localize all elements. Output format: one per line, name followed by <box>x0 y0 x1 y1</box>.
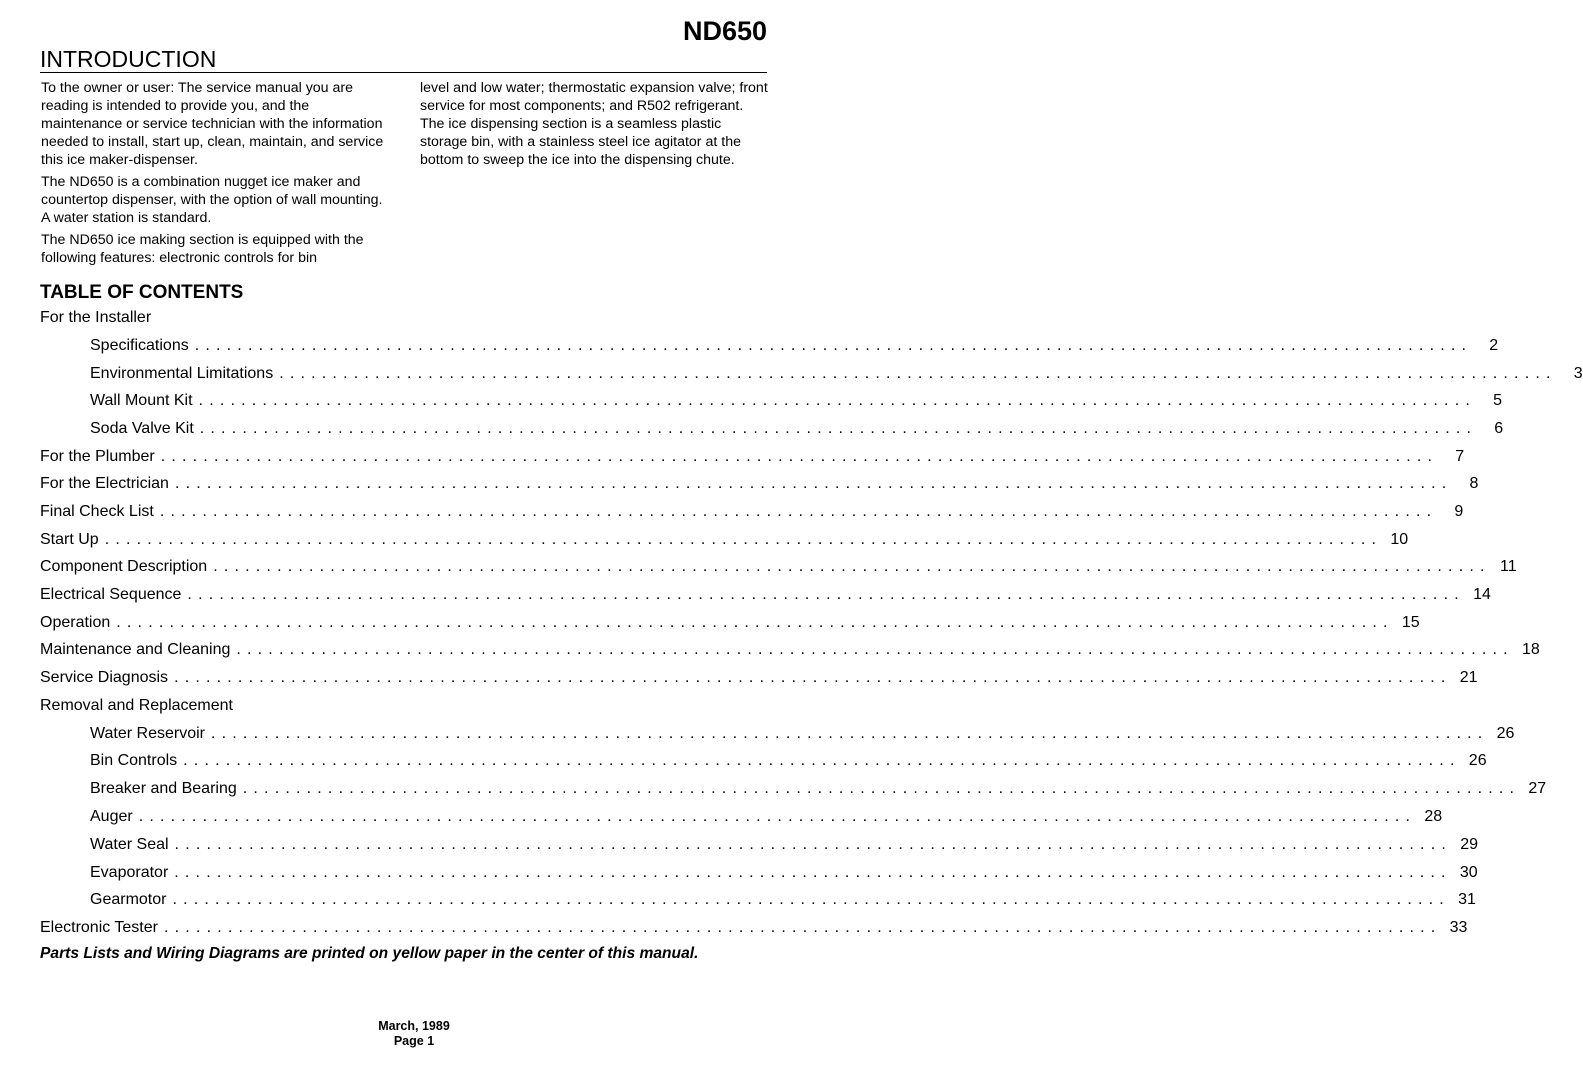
toc-leader-dots: ........................................................................................................................ <box>172 891 1450 908</box>
toc-entry-page: 31 <box>1458 891 1476 908</box>
toc-entry-label: Evaporator <box>90 864 174 882</box>
toc-entry <box>90 836 1478 856</box>
intro-paragraph: To the owner or user: The service manual you are reading is intended to provide you, and the maintenance or service technician with the information needed to install, start up, clean, maintain, and service this ice maker-dispenser. <box>41 80 384 168</box>
toc-group-removal: Removal and Replacement <box>40 697 233 714</box>
toc-entry <box>90 808 1443 828</box>
intro-columns <box>41 79 768 271</box>
toc-entry-label: Electronic Tester <box>40 919 164 937</box>
toc-entry-label: Electrical Sequence <box>40 586 187 604</box>
toc-entry-label: Operation <box>40 614 116 632</box>
toc-entry <box>90 337 1499 357</box>
toc-entry-page: 5 <box>1493 392 1502 409</box>
toc-entry-label: Component Description <box>40 558 213 576</box>
toc-leader-dots: ........................................................................................................................ <box>174 864 1452 881</box>
toc-entry-page: 18 <box>1522 641 1540 658</box>
footer-date: March, 1989 <box>378 1019 450 1033</box>
toc-entry <box>90 752 1487 772</box>
toc-entry-label: Bin Controls <box>90 752 183 770</box>
toc-leader-dots: ........................................................................................................................ <box>160 448 1439 465</box>
toc-entry <box>90 725 1515 745</box>
toc-entry-page: 28 <box>1424 808 1443 825</box>
toc-entry-label: Water Seal <box>90 836 175 854</box>
toc-leader-dots: ........................................................................................................................ <box>104 531 1383 548</box>
toc-leader-dots: ........................................................................................................................ <box>279 365 1557 382</box>
toc-leader-dots: ........................................................................................................................ <box>183 752 1461 769</box>
intro-paragraph: The ND650 ice making section is equipped with the following features: electronic controls for bin <box>41 232 364 266</box>
toc-entry-page: 6 <box>1494 420 1504 437</box>
toc-leader-dots: ........................................................................................................................ <box>242 780 1521 797</box>
toc-entry <box>40 586 1491 606</box>
toc-entry <box>90 392 1502 412</box>
intro-right-column <box>420 79 768 271</box>
toc-entry <box>40 669 1478 689</box>
toc-leader-dots: ........................................................................................................................ <box>213 558 1491 575</box>
toc-entry-page: 3 <box>1573 365 1583 382</box>
toc-entry <box>90 891 1476 911</box>
section-title: INTRODUCTION <box>40 46 217 72</box>
toc-entry <box>40 531 1409 551</box>
toc-entry-label: Water Reservoir <box>90 725 211 743</box>
toc-entry <box>90 780 1547 800</box>
toc-entry-label: Auger <box>90 808 139 826</box>
toc-entry-page: 10 <box>1390 531 1409 548</box>
toc-entry-label: Service Diagnosis <box>40 669 174 687</box>
toc-entry <box>40 448 1465 468</box>
toc-entry-page: 30 <box>1459 864 1478 881</box>
toc-leader-dots: ........................................................................................................................ <box>174 669 1452 686</box>
toc-leader-dots: ........................................................................................................................ <box>174 836 1452 853</box>
toc-entry <box>40 475 1479 495</box>
page-footer <box>0 1019 808 1049</box>
toc-entry-label: For the Electrician <box>40 475 175 493</box>
toc-entry-label: Gearmotor <box>90 891 172 909</box>
toc-entry-page: 8 <box>1469 475 1479 492</box>
toc-entry <box>40 503 1464 523</box>
toc-leader-dots: ........................................................................................................................ <box>194 337 1473 354</box>
toc-entry-label: Start Up <box>40 531 105 549</box>
toc-entry <box>40 919 1468 939</box>
parts-note: Parts Lists and Wiring Diagrams are printed on yellow paper in the center of this manual. <box>40 945 699 962</box>
toc-entry-page: 26 <box>1468 752 1487 769</box>
toc-entry <box>40 641 1540 661</box>
toc-entry-label: Soda Valve Kit <box>90 420 200 438</box>
toc-entry-label: Environmental Limitations <box>90 365 279 383</box>
toc-leader-dots: ........................................................................................................................ <box>199 420 1478 437</box>
toc-entry <box>90 420 1504 440</box>
toc-entry-page: 29 <box>1460 836 1478 853</box>
toc-entry-label: Wall Mount Kit <box>90 392 199 410</box>
toc-entry-page: 26 <box>1496 725 1515 742</box>
toc-leader-dots: ........................................................................................................................ <box>236 641 1514 658</box>
toc-entry-page: 7 <box>1455 448 1465 465</box>
toc-entry <box>90 365 1583 385</box>
toc-leader-dots: ........................................................................................................................ <box>159 503 1438 520</box>
footer-page-number: Page 1 <box>393 1034 435 1048</box>
toc-entry-label: Final Check List <box>40 503 160 521</box>
toc-entry <box>40 614 1420 634</box>
toc-entry-page: 9 <box>1454 503 1464 520</box>
title-divider <box>40 72 767 73</box>
intro-paragraph: level and low water; thermostatic expansion valve; front service for most components; and R502 refrigerant. The ice dispensing section is a seamless plastic storage bin, with a stainless steel ice agitator at the bottom to sweep the ice into the dispensing chute. <box>420 80 768 168</box>
toc-leader-dots: ........................................................................................................................ <box>198 392 1476 409</box>
toc-group-installer: For the Installer <box>40 309 152 326</box>
toc-entry-label: Maintenance and Cleaning <box>40 641 236 659</box>
toc-entry-label: Breaker and Bearing <box>90 780 243 798</box>
toc-entry-page: 2 <box>1489 337 1499 354</box>
intro-left-column <box>41 79 389 271</box>
toc-leader-dots: ........................................................................................................................ <box>163 919 1442 936</box>
toc-entry <box>90 864 1478 884</box>
toc-entry-page: 11 <box>1500 558 1517 575</box>
model-number: ND650 <box>682 16 767 46</box>
toc-entry-label: For the Plumber <box>40 448 161 466</box>
toc-leader-dots: ........................................................................................................................ <box>210 725 1489 742</box>
toc-leader-dots: ........................................................................................................................ <box>116 614 1394 631</box>
toc-entry-page: 14 <box>1473 586 1491 603</box>
toc-entry <box>40 558 1517 578</box>
intro-paragraph: The ND650 is a combination nugget ice maker and countertop dispenser, with the option of wall mounting. A water station is standard. <box>41 174 383 226</box>
toc-leader-dots: ........................................................................................................................ <box>138 808 1417 825</box>
toc-entry-page: 27 <box>1528 780 1547 797</box>
toc-entry-page: 15 <box>1401 614 1420 631</box>
toc-entry-page: 21 <box>1459 669 1478 686</box>
toc-entry-label: Specifications <box>90 337 195 355</box>
toc-title: TABLE OF CONTENTS <box>40 282 244 303</box>
toc-leader-dots: ........................................................................................................................ <box>187 586 1465 603</box>
toc-leader-dots: ........................................................................................................................ <box>174 475 1453 492</box>
toc-entry-page: 33 <box>1449 919 1468 936</box>
